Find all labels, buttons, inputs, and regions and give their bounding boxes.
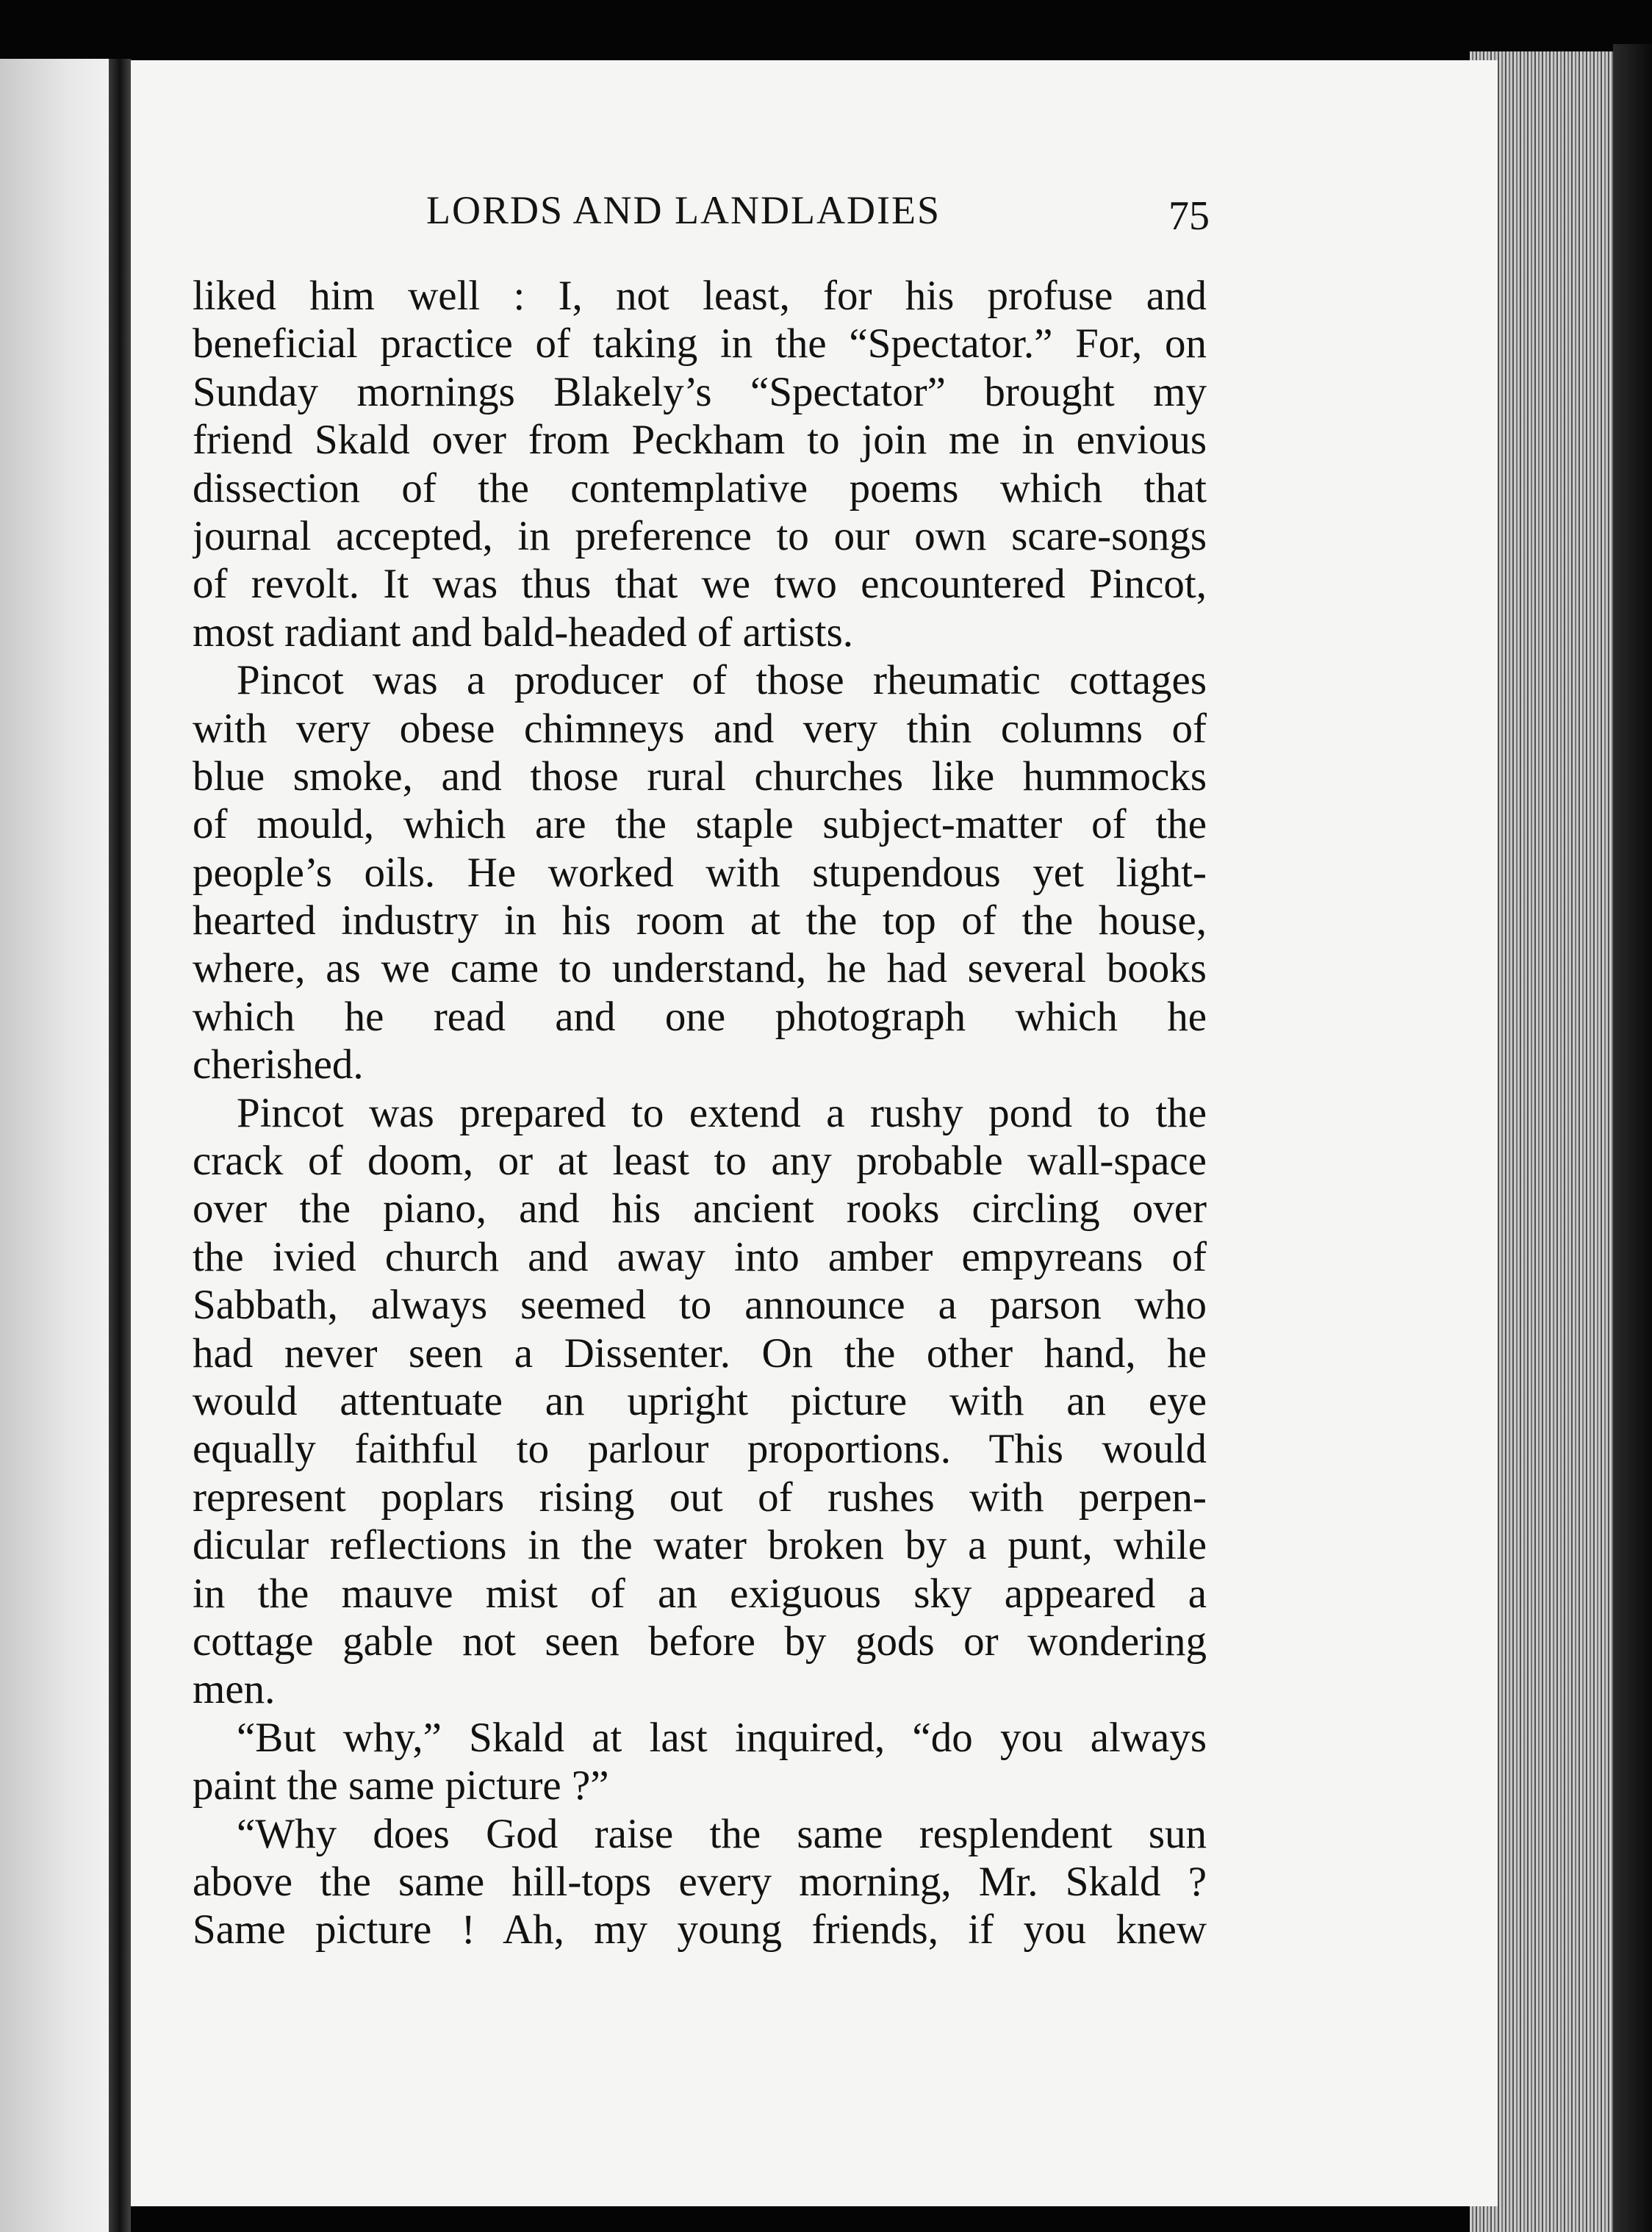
text-line: the ivied church and away into amber empyreans of [193, 1233, 1207, 1280]
text-line: crack of doom, or at least to any probable wall-space [193, 1138, 1207, 1185]
text-line: with very obese chimneys and very thin columns of [193, 705, 1207, 752]
text-line: liked him well : I, not least, for his profuse and [193, 273, 1207, 319]
page-number: 75 [1168, 193, 1210, 239]
text-line: dissection of the contemplative poems which that [193, 464, 1207, 512]
text-line: cottage gable not seen before by gods or wondering [193, 1618, 1207, 1665]
text-line: dicular reflections in the water broken by a punt, while [193, 1522, 1207, 1569]
text-line: Same picture ! Ah, my young friends, if you knew [193, 1906, 1207, 1953]
text-line: friend Skald over from Peckham to join me in envious [193, 417, 1207, 464]
text-line: where, as we came to understand, he had several books [193, 945, 1207, 992]
text-line: Sabbath, always seemed to announce a parson who [193, 1282, 1207, 1329]
text-line: of mould, which are the staple subject-matter of the [193, 801, 1207, 848]
text-line: over the piano, and his ancient rooks circling over [193, 1185, 1207, 1232]
text-line: “Why does God raise the same resplendent sun [237, 1810, 1207, 1857]
book-cover-edge [1613, 44, 1652, 2232]
text-line: journal accepted, in preference to our own scare-songs [193, 512, 1207, 559]
text-line: “But why,” Skald at last inquired, “do you always [237, 1714, 1207, 1761]
book-gutter [109, 59, 131, 2232]
text-line: beneficial practice of taking in the “Spectator.” For, on [193, 320, 1207, 367]
text-line: equally faithful to parlour proportions. This would [193, 1426, 1207, 1473]
text-line: above the same hill-tops every morning, Mr. Skald ? [193, 1858, 1207, 1905]
facing-page-edge [0, 59, 110, 2232]
running-head: LORDS AND LANDLADIES [426, 188, 941, 232]
text-line: Pincot was prepared to extend a rushy pond to the [237, 1089, 1207, 1136]
text-line: had never seen a Dissenter. On the other hand, he [193, 1329, 1207, 1377]
text-line: Pincot was a producer of those rheumatic cottages [237, 657, 1207, 704]
text-line: paint the same picture ?” [193, 1762, 609, 1809]
body-text [193, 272, 1207, 1954]
text-line: represent poplars rising out of rushes with perpen- [193, 1474, 1207, 1521]
text-line: would attentuate an upright picture with an eye [193, 1377, 1207, 1424]
text-line: people’s oils. He worked with stupendous yet light- [193, 849, 1207, 896]
text-line: hearted industry in his room at the top of the house, [193, 897, 1207, 944]
text-line: of revolt. It was thus that we two encountered Pincot, [193, 561, 1207, 608]
text-line: in the mauve mist of an exiguous sky appeared a [193, 1570, 1207, 1617]
text-line: blue smoke, and those rural churches like hummocks [193, 753, 1207, 800]
text-line: Sunday mornings Blakely’s “Spectator” brought my [193, 368, 1207, 415]
text-line: cherished. [193, 1041, 364, 1088]
text-line: most radiant and bald-headed of artists. [193, 609, 854, 656]
text-line: men. [193, 1666, 276, 1713]
text-line: which he read and one photograph which he [193, 993, 1207, 1040]
